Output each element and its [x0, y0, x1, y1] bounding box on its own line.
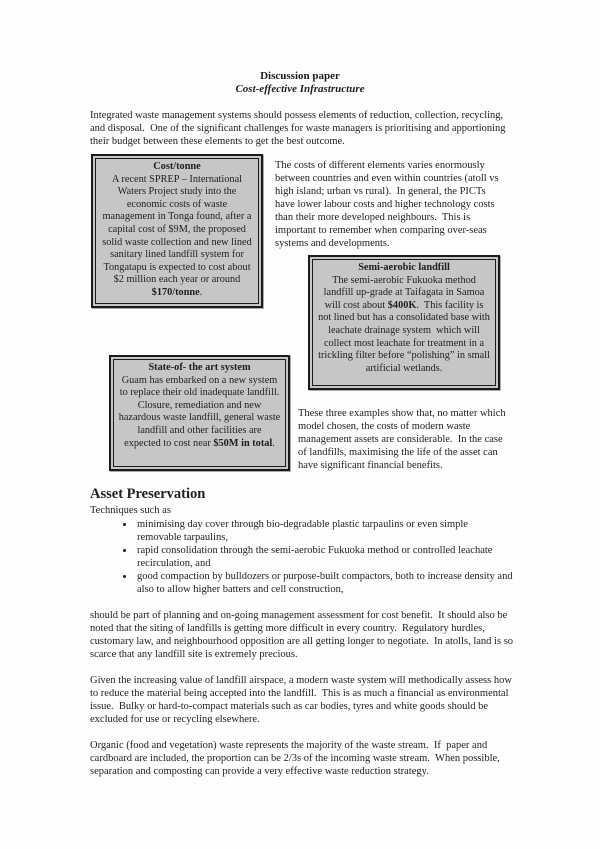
callout-state-of-art-title: State-of- the art system — [148, 362, 251, 373]
callout-semi-aerobic-text-end: . This facility is not lined but has a consolidated base with leachate drainage system which will collect most leachate for treatment in a trickling filter before “polishing” in small artificial wetlands. — [318, 299, 493, 374]
callout-semi-aerobic-text: The semi-aerobic Fukuoka method landfill up-grade at Taifagata in Samoa will cost about — [323, 274, 487, 311]
asset-preservation-section — [90, 486, 514, 778]
callout-semi-aerobic — [308, 255, 500, 390]
bullet-item-day-cover: • minimising day cover through bio-degradable plastic tarpaulins or even simple removable tarpaulins, — [135, 518, 514, 544]
techniques-bullet-list — [90, 518, 514, 596]
callout-semi-aerobic-body — [317, 275, 491, 376]
callout-state-of-art-body — [118, 375, 281, 451]
callout-state-of-art — [109, 355, 290, 471]
callout-cost-tonne-title: Cost/tonne — [153, 161, 201, 172]
bullet-item-consolidation: • rapid consolidation through the semi-aerobic Fukuoka method or controlled leachate recirculation, and — [135, 544, 514, 570]
document-title: Discussion paper — [260, 70, 340, 82]
paragraph-organic: Organic (food and vegetation) waste represents the majority of the waste stream. If paper and cardboard are included, the proportion can be 2/3s of the incoming waste stream. When possible, separation and composting can provide a very effective waste reduction strategy. — [90, 740, 503, 777]
paragraph-three-examples: These three examples show that, no matter which model chosen, the costs of modern waste management assets are considerable. In the case of landfills, maximising the life of the asset can have significant financial benefits. — [298, 408, 509, 471]
callout-cost-tonne-text: A recent SPREP – International Waters Project study into the economic costs of waste management in Tonga found, after a capital cost of $9M, the proposed solid waste collection and new lined sanitary lined landfill system for Tongatapu is expected to cost about $2 million each year or around — [102, 173, 255, 286]
callout-cost-tonne — [91, 154, 263, 308]
paragraph-costs-vary: The costs of different elements varies enormously between countries and even within countries (atoll vs high island; urban vs rural). In general, the PICTs have lower labour costs and higher technology costs than their more developed neighbours. This is important to remember when comparing over-seas systems and developments. — [275, 160, 502, 249]
techniques-lead: Techniques such as — [90, 505, 171, 516]
callout-cost-tonne-highlight: $170/tonne — [151, 286, 200, 298]
callout-state-of-art-text: Guam has embarked on a new system to replace their old inadequate landfill. Closure, remediation and new hazardous waste landfill, general waste landfill and other facilities are expected to cost near — [118, 374, 283, 449]
callout-semi-aerobic-title: Semi-aerobic landfill — [358, 262, 450, 273]
document-subtitle: Cost-effective Infrastructure — [235, 83, 365, 95]
paragraph-after-bullets: should be part of planning and on-going management assessment for cost benefit. It should also be noted that the siting of landfills is getting more difficult in every country. Regulatory hurdles, customary law, and neighbourhood opposition are all getting longer to negotiate. In atolls, land is so scarce that any landfill site is extremely precious. — [90, 610, 516, 660]
paragraph-airspace: Given the increasing value of landfill airspace, a modern waste system will methodically assess how to reduce the material being accepted into the landfill. This is as much a financial as environmental issue. Bulky or hard-to-compact materials such as car bodies, tyres and white goods should be excluded for use or recycling elsewhere. — [90, 675, 515, 725]
callout-cost-tonne-text-end: . — [199, 286, 203, 298]
title-block — [0, 0, 600, 96]
callout-semi-aerobic-highlight: $400K — [387, 299, 417, 311]
callout-state-of-art-highlight: $50M in total — [213, 437, 273, 449]
callout-state-of-art-text-end: . — [272, 437, 275, 449]
intro-paragraph: Integrated waste management systems should possess elements of reduction, collection, recycling, and disposal. One of the significant challenges for waste managers is prioritising and apportioning their budget between these elements to get the best outcome. — [90, 110, 509, 147]
section-heading-asset-preservation: Asset Preservation — [90, 486, 206, 502]
bullet-item-compaction: • good compaction by bulldozers or purpose-built compactors, both to increase density and also to allow higher batters and cell construction, — [135, 570, 514, 596]
callout-cost-tonne-body — [100, 174, 254, 300]
figures-zone — [0, 154, 600, 486]
